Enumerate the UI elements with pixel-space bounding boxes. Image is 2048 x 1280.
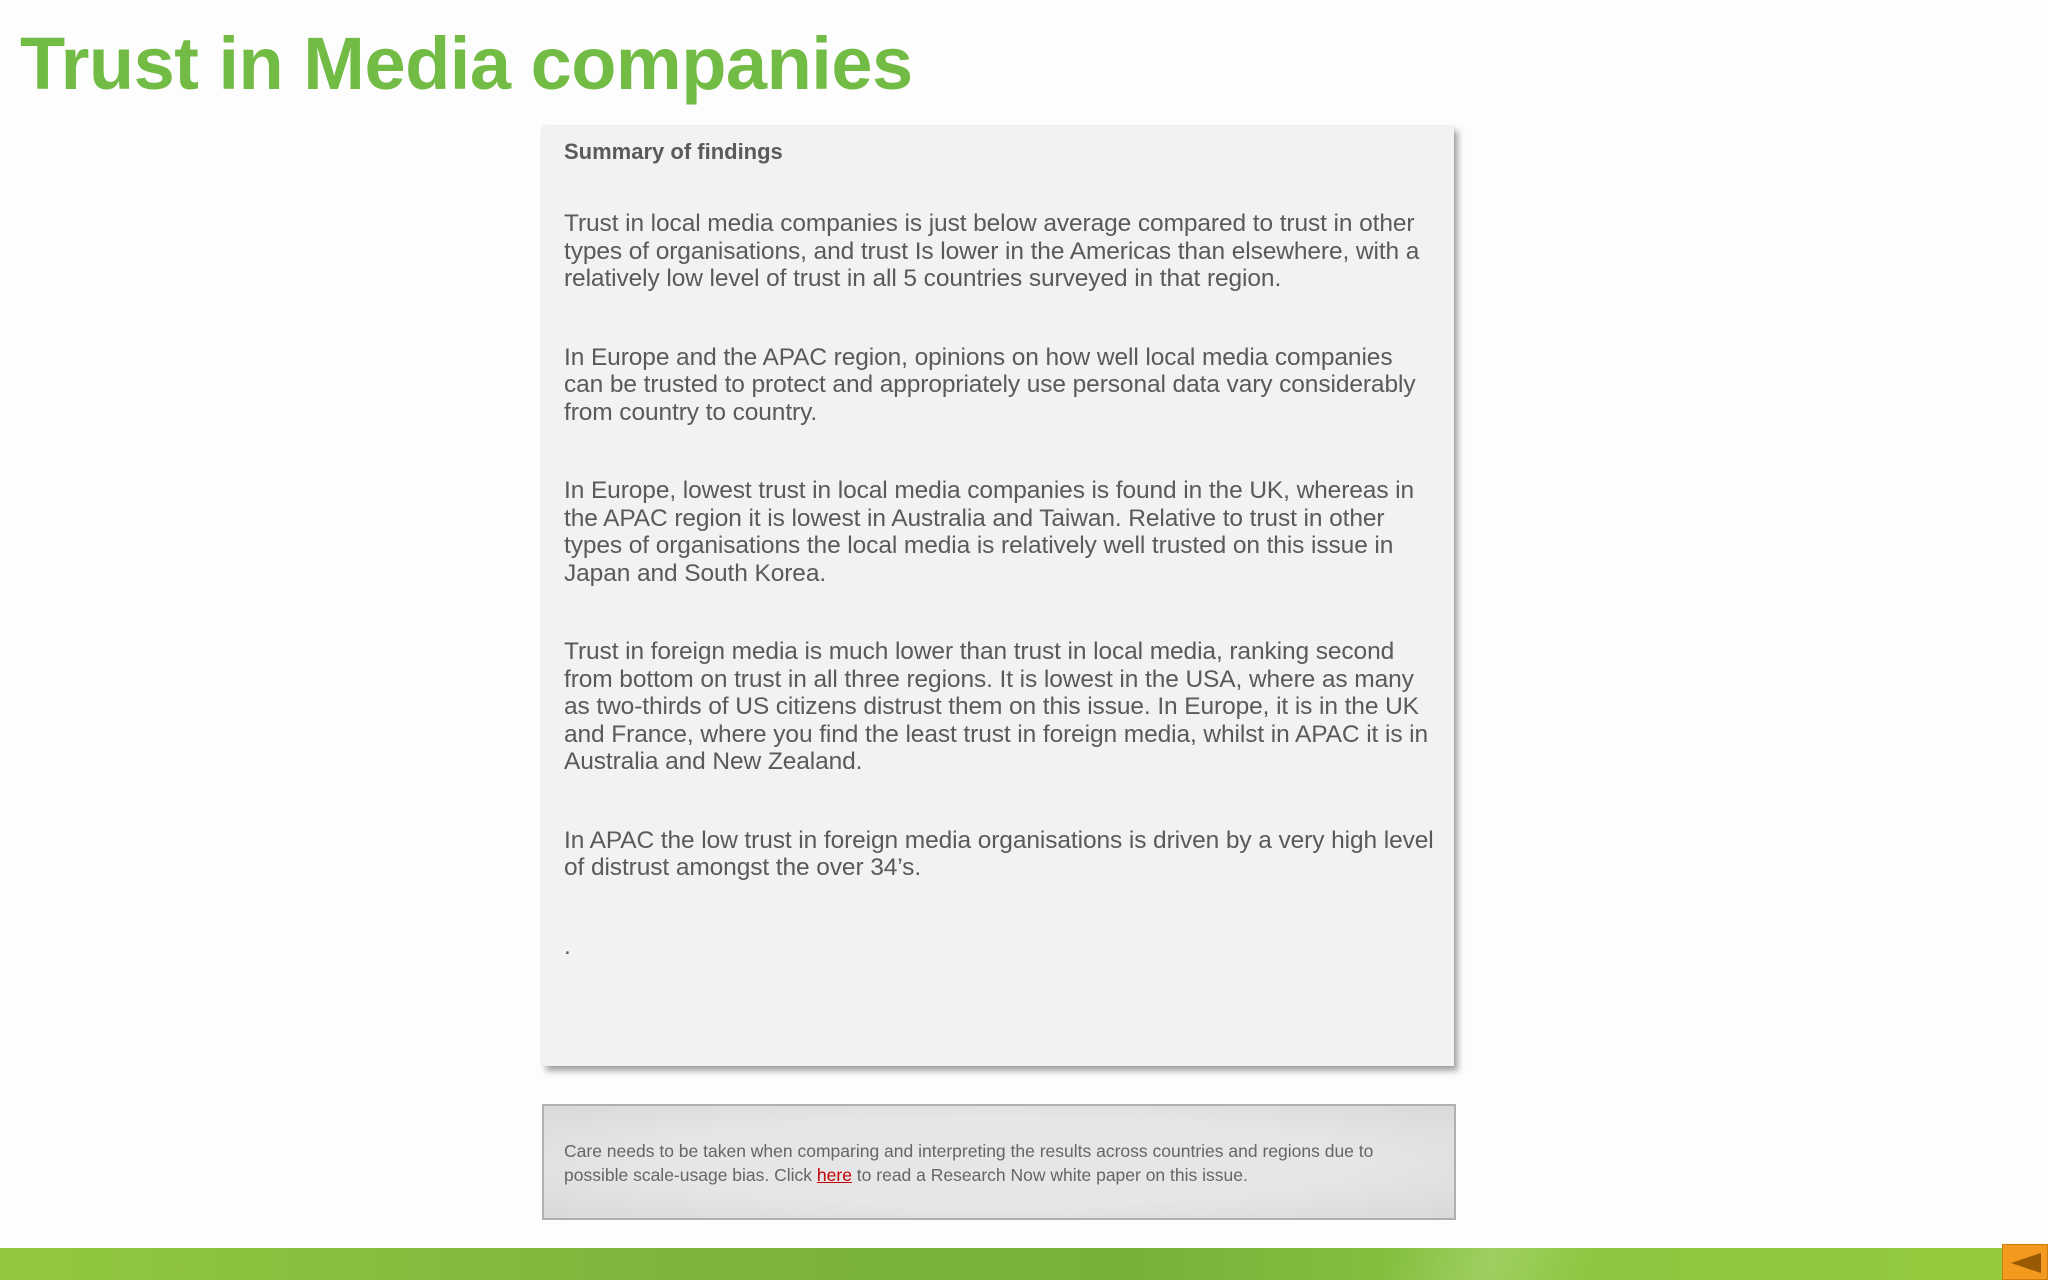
summary-paragraph-3: In Europe, lowest trust in local media companies is found in the UK, whereas in the APAC region it is lowest in Australia and Taiwan. Relative to trust in other types of organisations the local media is relatively well trusted on this issue in Japan and South Korea. bbox=[564, 477, 1415, 587]
back-button[interactable] bbox=[2002, 1244, 2048, 1280]
footer-bar bbox=[0, 1248, 2048, 1280]
summary-paragraph-2: In Europe and the APAC region, opinions on how well local media companies can be trusted to protect and appropriately use personal data vary considerably from country to country. bbox=[564, 343, 1416, 426]
triangle-left-icon bbox=[2009, 1252, 2043, 1274]
disclaimer-text-after-link: to read a Research Now white paper on this issue. bbox=[851, 1164, 1248, 1185]
disclaimer-note bbox=[542, 1104, 1456, 1220]
disclaimer-text-before-link: Care needs to be taken when comparing and interpreting the results across countries and regions due to possible scale-usage bias. Click bbox=[564, 1141, 1374, 1185]
page-title: Trust in Media companies bbox=[20, 22, 913, 105]
summary-heading: Summary of findings bbox=[564, 139, 783, 164]
footer-sheen bbox=[1300, 1248, 1720, 1280]
summary-panel bbox=[542, 126, 1454, 1066]
summary-paragraph-4: Trust in foreign media is much lower than trust in local media, ranking second from bottom on trust in all three regions. It is lowest in the USA, where as many as two-thirds of US citizens distrust them on this issue. In Europe, it is in the UK and France, where you find the least trust in foreign media, whilst in APAC it is in Australia and New Zealand. bbox=[564, 638, 1429, 775]
summary-paragraph-5: In APAC the low trust in foreign media organisations is driven by a very high level of distrust amongst the over 34’s. bbox=[564, 826, 1434, 881]
summary-trailing-mark: . bbox=[564, 932, 571, 960]
white-paper-link[interactable]: here bbox=[816, 1164, 852, 1185]
summary-paragraph-1: Trust in local media companies is just below average compared to trust in other types of organisations, and trust Is lower in the Americas than elsewhere, with a relatively low level of trust in all 5 countries surveyed in that region. bbox=[564, 210, 1420, 292]
disclaimer-text bbox=[564, 1140, 1434, 1187]
